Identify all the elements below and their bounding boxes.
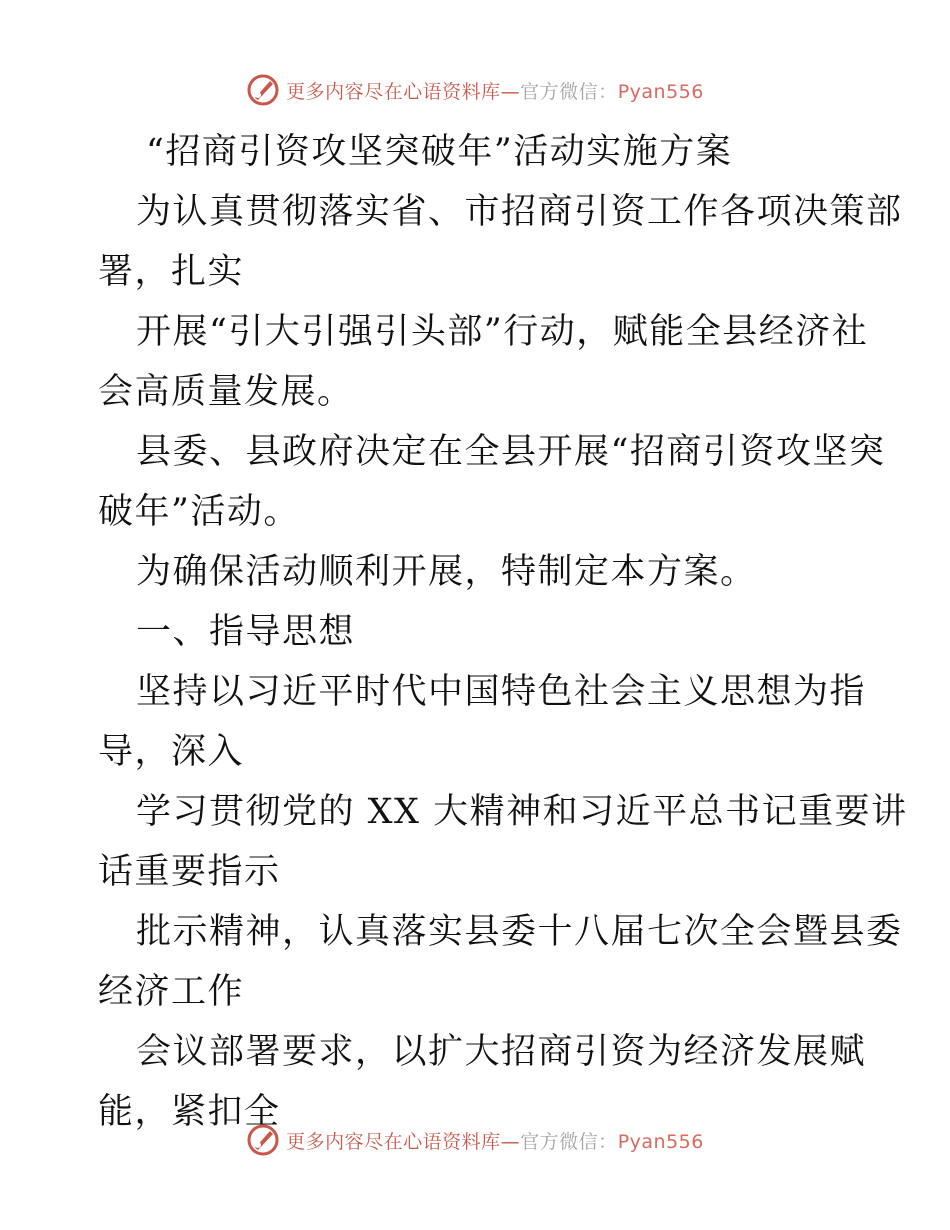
paragraph-line: 导，深入: [98, 732, 245, 772]
watermark-wechat-id: Pyan556: [617, 1130, 704, 1153]
watermark-text: [286, 1127, 704, 1154]
document-body: [98, 122, 908, 1142]
paragraph-line: 坚持以习近平时代中国特色社会主义思想为指: [136, 672, 867, 712]
section-heading: 一、指导思想: [136, 612, 356, 652]
watermark-header: [0, 70, 950, 110]
paragraph-line: 署，扎实: [98, 252, 245, 292]
quill-seal-icon: [246, 73, 280, 107]
paragraph-line: 破年”活动。: [98, 492, 300, 532]
watermark-text: [286, 77, 704, 104]
paragraph-line: 话重要指示: [98, 852, 281, 892]
document-title: “招商引资攻坚突破年”活动实施方案: [146, 132, 733, 172]
paragraph-line: 开展“引大引强引头部”行动，赋能全县经济社: [136, 312, 869, 352]
watermark-wechat-id: Pyan556: [617, 80, 704, 103]
paragraph-line: 经济工作: [98, 972, 245, 1012]
quill-seal-icon: [246, 1123, 280, 1157]
paragraph-line: 会高质量发展。: [98, 372, 354, 412]
watermark-prefix: 更多内容尽在心语资料库—: [286, 80, 521, 103]
watermark-wechat-label: 官方微信：: [520, 1130, 618, 1153]
paragraph-line: 能，紧扣全: [98, 1092, 281, 1132]
paragraph-line: 批示精神，认真落实县委十八届七次全会暨县委: [136, 912, 903, 952]
watermark-footer: [0, 1120, 950, 1160]
paragraph-line: 学习贯彻党的 XX 大精神和习近平总书记重要讲: [136, 792, 908, 832]
paragraph-line: 为认真贯彻落实省、市招商引资工作各项决策部: [136, 192, 903, 232]
paragraph-line: 县委、县政府决定在全县开展“招商引资攻坚突: [136, 432, 886, 472]
watermark-wechat-label: 官方微信：: [520, 80, 618, 103]
paragraph-line: 为确保活动顺利开展，特制定本方案。: [136, 552, 757, 592]
paragraph-line: 会议部署要求，以扩大招商引资为经济发展赋: [136, 1032, 867, 1072]
watermark-prefix: 更多内容尽在心语资料库—: [286, 1130, 521, 1153]
